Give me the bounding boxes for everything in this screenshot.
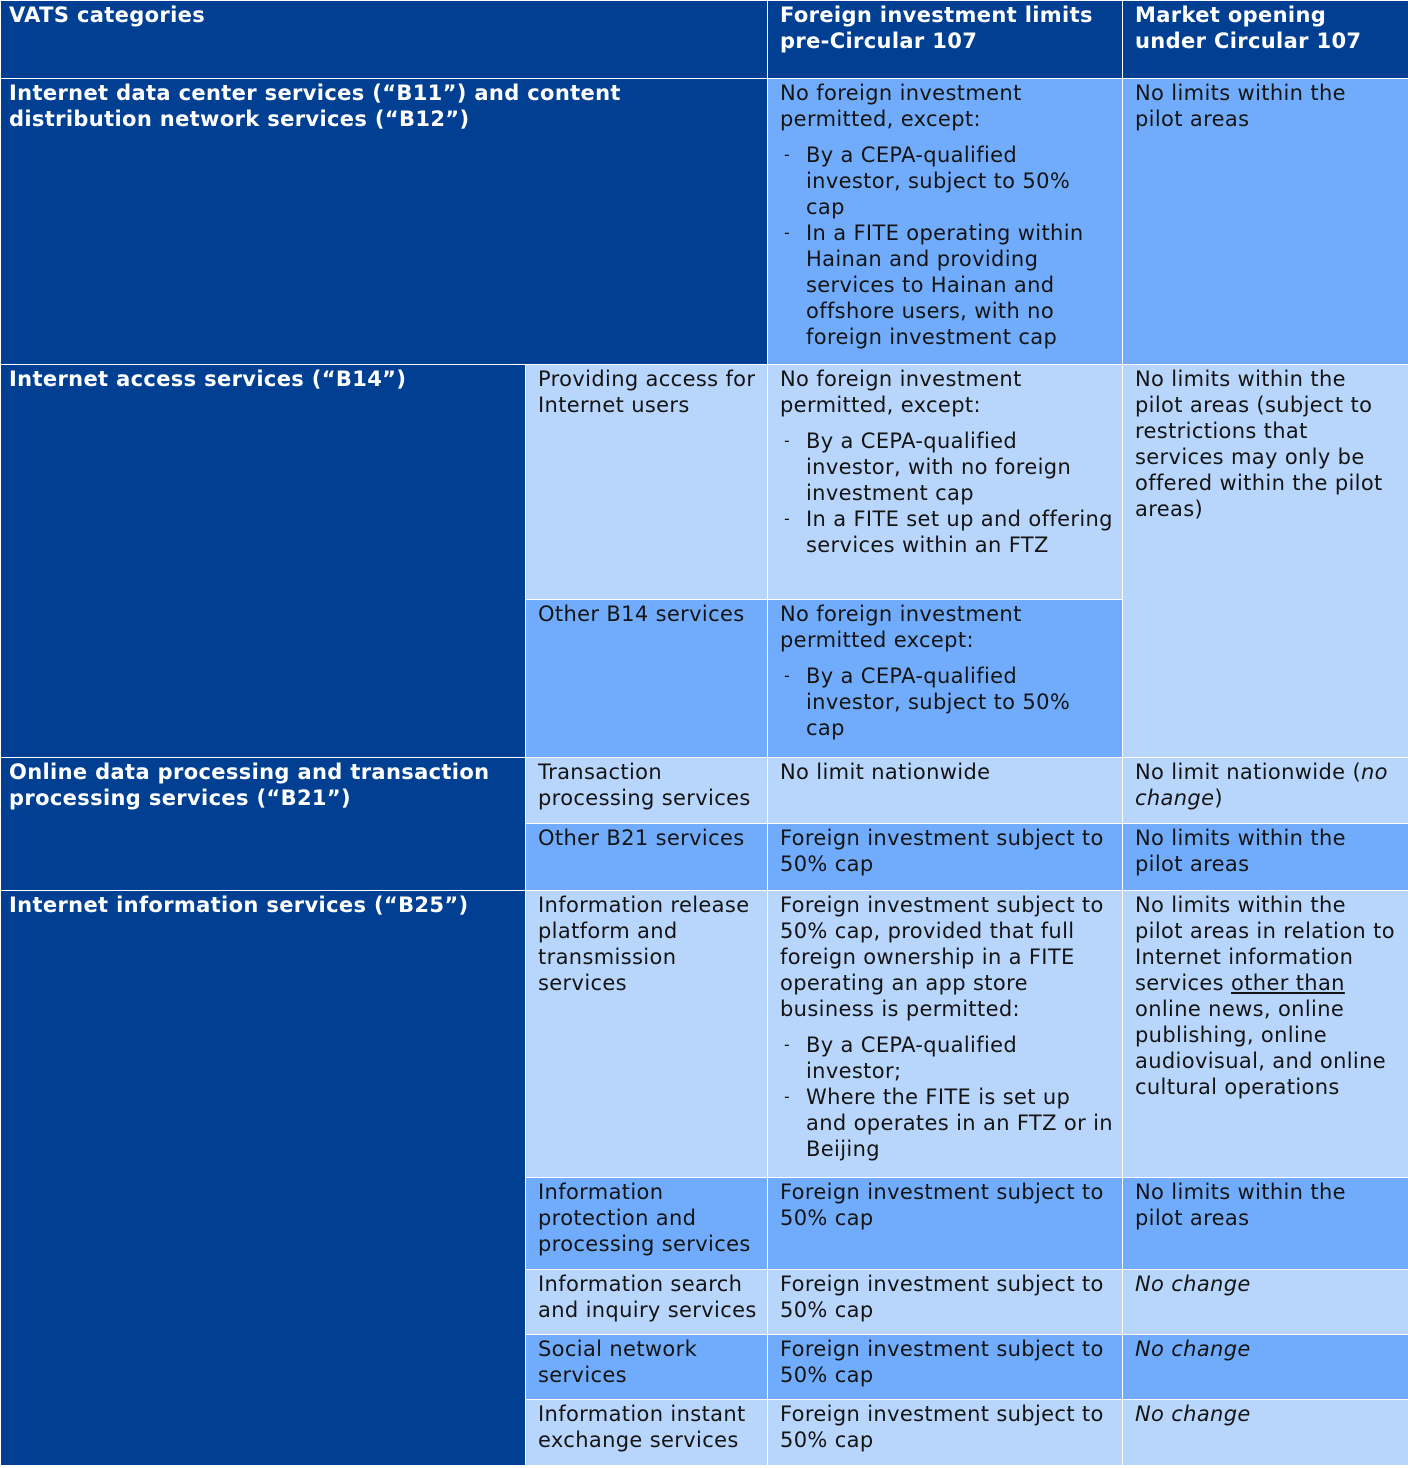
limits-intro: Foreign investment subject to 50% cap, provided that full foreign ownership in a FITE operating an app store business is permitted: xyxy=(780,893,1104,1021)
opening-b14: No limits within the pilot areas (subject to restrictions that services may only be offered within the pilot areas) xyxy=(1123,365,1408,758)
opening-underlined-text: other than xyxy=(1231,971,1345,995)
sub-b21-transaction: Transaction processing services xyxy=(526,758,768,824)
list-item: - In a FITE operating within Hainan and providing services to Hainan and offshore users, with no foreign investment cap xyxy=(806,220,1114,350)
opening-text: online news, online publishing, online audiovisual, and online cultural operations xyxy=(1135,997,1387,1099)
header-pre-limits: Foreign investment limits pre-Circular 107 xyxy=(768,1,1123,79)
list-item: - By a CEPA-qualified investor; xyxy=(806,1032,1114,1084)
limits-intro: No foreign investment permitted, except: xyxy=(780,81,1022,131)
list-item: - Where the FITE is set up and operates in an FTZ or in Beijing xyxy=(806,1084,1114,1162)
opening-text: No limit nationwide ( xyxy=(1135,760,1361,784)
opening-text: No limits within the pilot areas in relation to Internet information services xyxy=(1135,893,1395,995)
limits-b14-access xyxy=(768,365,1123,600)
limits-list xyxy=(780,428,1114,558)
opening-b25-search: No change xyxy=(1123,1270,1408,1335)
limits-b14-other xyxy=(768,600,1123,758)
opening-italic-text: no change xyxy=(1135,760,1388,810)
category-b25: Internet information services (“B25”) xyxy=(1,891,526,1466)
limits-b11 xyxy=(768,79,1123,365)
limits-list xyxy=(780,1032,1114,1162)
limits-b25-instant: Foreign investment subject to 50% cap xyxy=(768,1400,1123,1466)
list-item: - In a FITE set up and offering services within an FTZ xyxy=(806,506,1114,558)
opening-text: ) xyxy=(1214,786,1223,810)
opening-b25-protection: No limits within the pilot areas xyxy=(1123,1178,1408,1270)
sub-b25-search: Information search and inquiry services xyxy=(526,1270,768,1335)
list-item: - By a CEPA-qualified investor, subject to 50% cap xyxy=(806,663,1114,741)
list-item: - By a CEPA-qualified investor, with no foreign investment cap xyxy=(806,428,1114,506)
limits-list xyxy=(780,663,1114,741)
limits-b25-protection: Foreign investment subject to 50% cap xyxy=(768,1178,1123,1270)
category-b21: Online data processing and transaction processing services (“B21”) xyxy=(1,758,526,891)
limits-b25-search: Foreign investment subject to 50% cap xyxy=(768,1270,1123,1335)
opening-b21-transaction xyxy=(1123,758,1408,824)
limits-b25-social: Foreign investment subject to 50% cap xyxy=(768,1335,1123,1400)
sub-b25-protection: Information protection and processing services xyxy=(526,1178,768,1270)
category-b14: Internet access services (“B14”) xyxy=(1,365,526,758)
opening-b21-other: No limits within the pilot areas xyxy=(1123,824,1408,891)
sub-b21-other: Other B21 services xyxy=(526,824,768,891)
limits-b21-transaction: No limit nationwide xyxy=(768,758,1123,824)
opening-b25-release xyxy=(1123,891,1408,1178)
list-item: - By a CEPA-qualified investor, subject to 50% cap xyxy=(806,142,1114,220)
sub-b25-instant: Information instant exchange services xyxy=(526,1400,768,1466)
limits-b21-other: Foreign investment subject to 50% cap xyxy=(768,824,1123,891)
category-b11-b12: Internet data center services (“B11”) and content distribution network services (“B12”) xyxy=(1,79,768,365)
opening-b25-instant: No change xyxy=(1123,1400,1408,1466)
sub-b14-other: Other B14 services xyxy=(526,600,768,758)
table-row-b14-access xyxy=(1,365,1408,600)
opening-b25-social: No change xyxy=(1123,1335,1408,1400)
header-opening: Market opening under Circular 107 xyxy=(1123,1,1408,79)
sub-b25-release: Information release platform and transmission services xyxy=(526,891,768,1178)
table-row-b11 xyxy=(1,79,1408,365)
limits-intro: No foreign investment permitted except: xyxy=(780,602,1022,652)
limits-b25-release xyxy=(768,891,1123,1178)
header-vats-categories: VATS categories xyxy=(1,1,768,79)
sub-b25-social: Social network services xyxy=(526,1335,768,1400)
sub-b14-access: Providing access for Internet users xyxy=(526,365,768,600)
limits-intro: No foreign investment permitted, except: xyxy=(780,367,1022,417)
header-row xyxy=(1,1,1408,79)
table-row-b21-transaction xyxy=(1,758,1408,824)
opening-b11: No limits within the pilot areas xyxy=(1123,79,1408,365)
limits-list xyxy=(780,142,1114,350)
table-row-b25-release xyxy=(1,891,1408,1178)
